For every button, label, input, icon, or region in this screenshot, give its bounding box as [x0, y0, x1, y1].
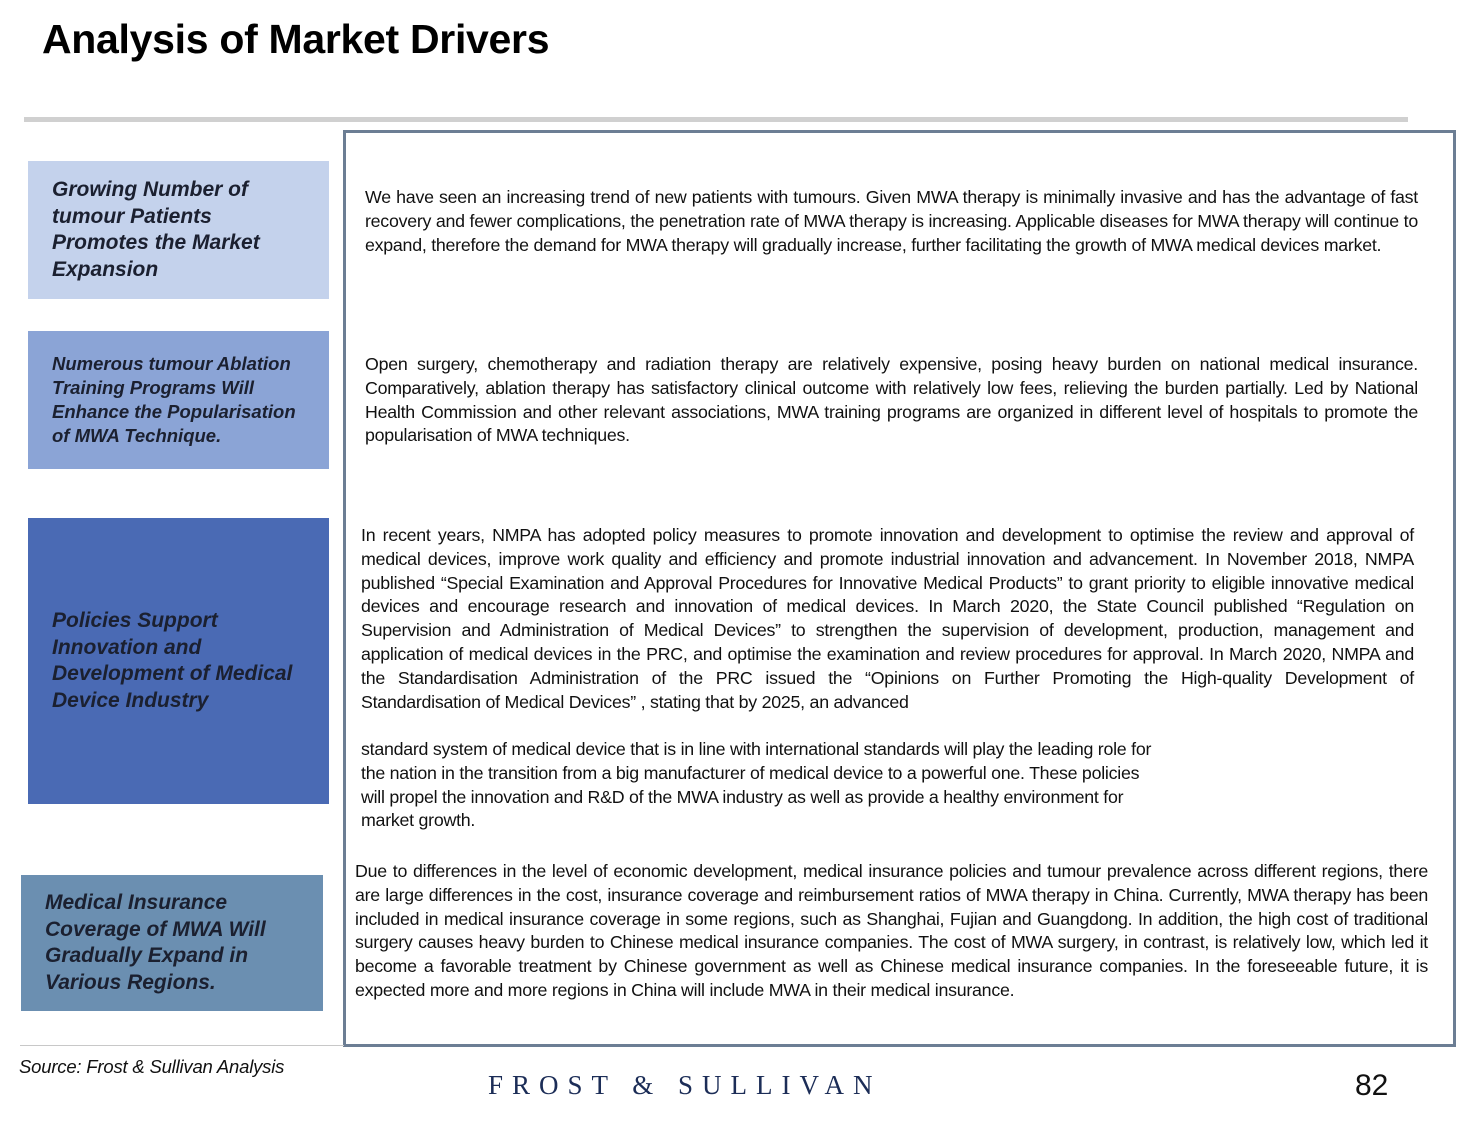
footer-divider [20, 1045, 344, 1046]
driver-text-policies: In recent years, NMPA has adopted policy measures to promote innovation and development to optimise the review and approval of medical devices, improve work quality and efficiency and promote industrial innovation and advancement. In November 2018, NMPA published “Special Examination and Approval Procedures for Innovative Medical Products” to grant priority to eligible innovative medical devices and encourage research and innovation of medical devices. In March 2020, the State Council published “Regulation on Supervision and Administration of Medical Devices” to strengthen the supervision of development, production, management and application of medical devices in the PRC, and optimise the examination and review procedures for approval. In March 2020, NMPA and the Standardisation Administration of the PRC issued the “Opinions on Further Promoting the High-quality Development of Standardisation of Medical Devices” , stating that by 2025, an advanced [361, 525, 1414, 712]
driver-label-training [28, 331, 329, 469]
driver-text-policies-continued: standard system of medical device that is in line with international standards will play the leading role for the nation in the transition from a big manufacturer of medical device to a powerful one. These policies will propel the innovation and R&D of the MWA industry as well as provide a healthy environment for market growth. [361, 739, 1152, 831]
driver-label-insurance [21, 875, 323, 1011]
brand-logo: FROST & SULLIVAN [488, 1070, 882, 1100]
driver-label-patients [28, 161, 329, 299]
driver-label-text: Medical Insurance Coverage of MWA Will Gradually Expand in Various Regions. [45, 891, 266, 994]
source-note: Source: Frost & Sullivan Analysis [19, 1056, 285, 1077]
driver-text-training: Open surgery, chemotherapy and radiation therapy are relatively expensive, posing heavy burden on national medical insurance. Comparatively, ablation therapy has satisfactory clinical outcome with relatively low fees, relieving the burden partially. Led by National Health Commission and other relevant associations, MWA training programs are organized in different level of hospitals to promote the popularisation of MWA techniques. [365, 354, 1418, 446]
driver-label-text: Policies Support Innovation and Development of Medical Device Industry [52, 609, 293, 712]
page-title: Analysis of Market Drivers [42, 16, 550, 62]
driver-label-text: Growing Number of tumour Patients Promotes the Market Expansion [52, 178, 260, 281]
driver-text-patients: We have seen an increasing trend of new patients with tumours. Given MWA therapy is minimally invasive and has the advantage of fast recovery and fewer complications, the penetration rate of MWA therapy is increasing. Applicable diseases for MWA therapy will continue to expand, therefore the demand for MWA therapy will gradually increase, further facilitating the growth of MWA medical devices market. [365, 187, 1418, 255]
title-divider [24, 117, 1408, 122]
driver-text-insurance: Due to differences in the level of economic development, medical insurance policies and tumour prevalence across different regions, there are large differences in the cost, insurance coverage and reimbursement ratios of MWA therapy in China. Currently, MWA therapy has been included in medical insurance coverage in some regions, such as Shanghai, Fujian and Guangdong. In addition, the high cost of traditional surgery causes heavy burden to Chinese medical insurance companies. The cost of MWA surgery, in contrast, is relatively low, which led it become a favorable treatment by Chinese government as well as Chinese medical insurance companies. In the foreseeable future, it is expected more and more regions in China will include MWA in their medical insurance. [355, 861, 1428, 1000]
driver-label-text: Numerous tumour Ablation Training Programs Will Enhance the Popularisation of MWA Technique. [52, 353, 296, 446]
driver-label-policies [28, 518, 329, 804]
page-number: 82 [1355, 1069, 1389, 1102]
